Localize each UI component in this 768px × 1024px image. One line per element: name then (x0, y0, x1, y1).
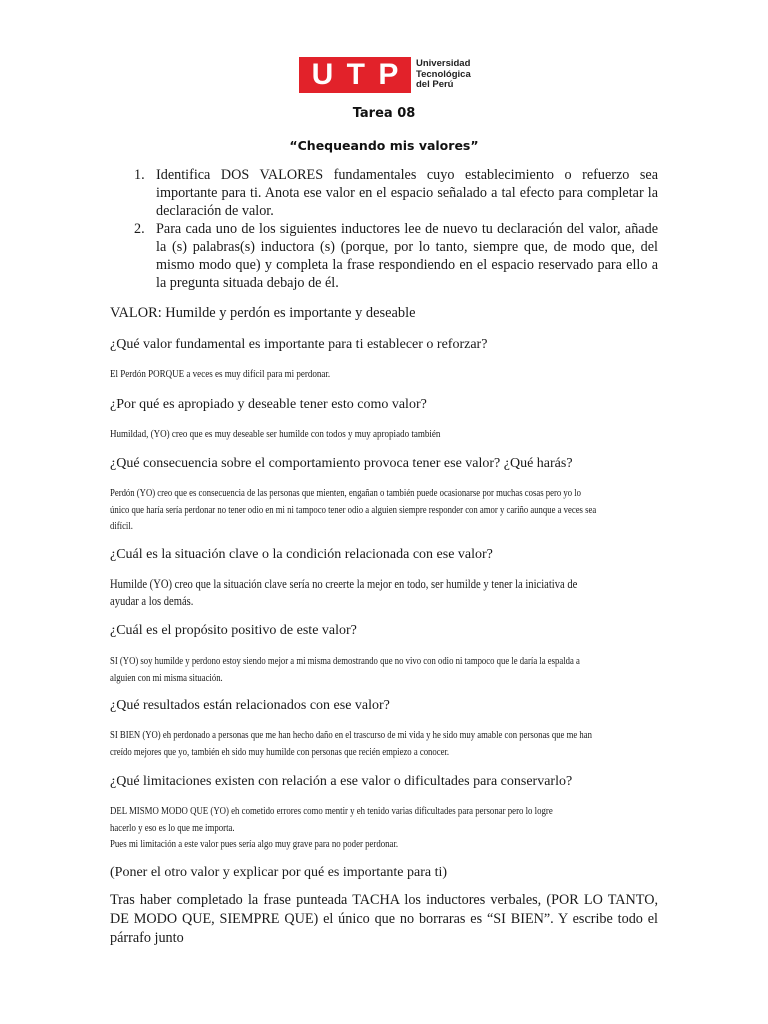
question-4: ¿Cuál es la situación clave o la condición relacionada con ese valor? (110, 547, 493, 562)
answer-line: alguien con mi misma situación. (110, 671, 223, 684)
answer-line: Pues mi limitación a este valor pues sería algo muy grave para no poder perdonar. (110, 838, 399, 850)
question-2: ¿Por qué es apropiado y deseable tener esto como valor? (110, 397, 427, 412)
instruction-number: 1. (134, 167, 145, 183)
answer-line: creído mejores que yo, también eh sido muy humilde con personas que recién empiezo a conocer. (110, 745, 450, 758)
instruction-text: Identifica DOS VALORES fundamentales cuyo establecimiento o refuerzo sea importante para ti. Anota ese valor en el espacio señalado a tal efecto para completar la declaración de valor. (156, 167, 658, 219)
answer-4 (110, 576, 580, 609)
answer-line: DEL MISMO MODO QUE (YO) eh cometido errores como mentir y eh tenido varias dificultades para personar pero lo logre (110, 805, 553, 817)
answer-1 (110, 366, 569, 383)
answer-line: único que haría sería perdonar no tener odio en mi ni tampoco tener odio a alguien siempre responder con amor y cariño aunque a veces sea (110, 503, 597, 516)
document-title: Tarea 08 (352, 106, 416, 121)
utp-logo-mark (299, 57, 411, 93)
answer-line: hacerlo y eso es lo que me importa. (110, 821, 235, 834)
instruction-item (108, 166, 658, 220)
utp-logo (299, 57, 471, 93)
instruction-text: Para cada uno de los siguientes inductores lee de nuevo tu declaración del valor, añade la (s) palabras(s) inductora (s) (porque, por lo tanto, siempre que, de modo que, del mismo modo que) y completa la frase respondiendo en el espacio reservado para ello a la pregunta situada debajo de él. (156, 221, 658, 291)
logo-line-3: del Perú (416, 79, 454, 91)
instruction-number: 2. (134, 221, 145, 237)
logo-line-2: Tecnológica (416, 68, 471, 80)
logo-letter-u: U (311, 58, 334, 91)
answer-line: Humildad, (YO) creo que es muy deseable ser humilde con todos y muy apropiado también (110, 428, 441, 440)
question-3: ¿Qué consecuencia sobre el comportamiento provoca tener ese valor? ¿Qué harás? (110, 456, 573, 471)
answer-7 (110, 803, 558, 853)
question-6: ¿Qué resultados están relacionados con ese valor? (110, 698, 390, 713)
answer-6 (110, 727, 592, 760)
answer-3 (110, 485, 597, 535)
answer-line: difícil. (110, 520, 133, 532)
answer-line: SI BIEN (YO) eh perdonado a personas que me han hecho daño en el trascurso de mi vida y he sido muy amable con personas que me han (110, 729, 592, 741)
question-7: ¿Qué limitaciones existen con relación a ese valor o dificultades para conservarlo? (110, 774, 573, 789)
question-1: ¿Qué valor fundamental es importante para ti establecer o reforzar? (110, 337, 488, 352)
other-value-prompt: (Poner el otro valor y explicar por qué es importante para ti) (110, 865, 448, 880)
instructions-list (108, 166, 658, 292)
value-statement: VALOR: Humilde y perdón es importante y deseable (110, 305, 416, 321)
logo-line-1: Universidad (416, 58, 471, 70)
logo-letter-p: P (378, 58, 399, 91)
answer-5 (110, 653, 580, 686)
answer-line: SI (YO) soy humilde y perdono estoy siendo mejor a mi misma demostrando que no vivo con odio ni tampoco que le daría la espalda a (110, 655, 580, 667)
question-5: ¿Cuál es el propósito positivo de este valor? (110, 623, 357, 638)
final-instruction: Tras haber completado la frase punteada TACHA los inductores verbales, (POR LO TANTO, DE MODO QUE, SIEMPRE QUE) el único que no borraras es “SI BIEN”. Y escribe todo el párrafo junto (110, 892, 658, 946)
logo-letter-t: T (346, 58, 365, 91)
answer-line: ayudar a los demás. (110, 593, 194, 608)
answer-2 (110, 426, 569, 443)
instruction-item (108, 220, 658, 292)
logo-wordmark (416, 59, 471, 91)
answer-line: Perdón (YO) creo que es consecuencia de las personas que mienten, engañan o también puede ocasionarse por muchas cosas pero yo lo (110, 487, 582, 499)
document-subtitle: “Chequeando mis valores” (289, 138, 479, 153)
answer-line: Humilde (YO) creo que la situación clave sería no creerte la mejor en todo, ser humilde y tener la iniciativa de (110, 577, 578, 591)
answer-line: El Perdón PORQUE a veces es muy difícil para mi perdonar. (110, 368, 331, 380)
